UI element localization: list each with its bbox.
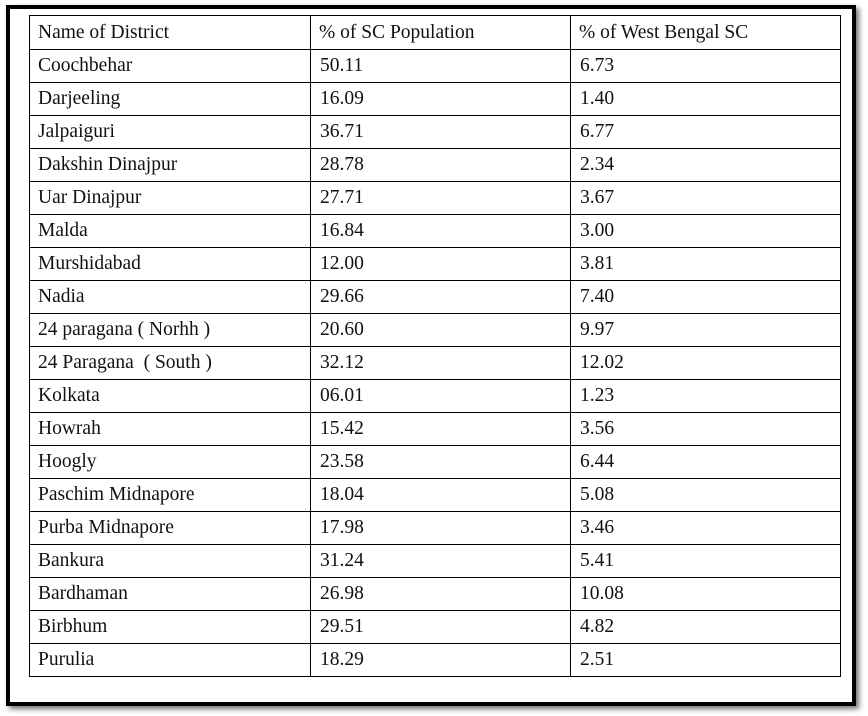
table-row — [30, 380, 841, 413]
sc-population-cell: 32.12 — [311, 347, 571, 380]
sc-population-cell: 16.84 — [311, 215, 571, 248]
table-row — [30, 446, 841, 479]
table-row — [30, 248, 841, 281]
west-bengal-sc-cell: 3.46 — [571, 512, 841, 545]
table-frame — [6, 5, 856, 706]
sc-population-cell: 15.42 — [311, 413, 571, 446]
west-bengal-sc-cell: 9.97 — [571, 314, 841, 347]
district-cell: Murshidabad — [30, 248, 311, 281]
west-bengal-sc-cell: 3.67 — [571, 182, 841, 215]
district-cell: Birbhum — [30, 611, 311, 644]
table-row — [30, 50, 841, 83]
table-row — [30, 413, 841, 446]
sc-population-cell: 26.98 — [311, 578, 571, 611]
sc-population-cell: 29.51 — [311, 611, 571, 644]
west-bengal-sc-cell: 12.02 — [571, 347, 841, 380]
sc-population-cell: 36.71 — [311, 116, 571, 149]
table-row — [30, 281, 841, 314]
west-bengal-sc-cell: 6.77 — [571, 116, 841, 149]
west-bengal-sc-cell: 3.81 — [571, 248, 841, 281]
district-cell: Jalpaiguri — [30, 116, 311, 149]
header-district: Name of District — [30, 16, 311, 50]
table-row — [30, 149, 841, 182]
table-row — [30, 314, 841, 347]
sc-population-cell: 27.71 — [311, 182, 571, 215]
sc-population-cell: 23.58 — [311, 446, 571, 479]
sc-population-cell: 16.09 — [311, 83, 571, 116]
district-cell: Bardhaman — [30, 578, 311, 611]
header-west-bengal-sc: % of West Bengal SC — [571, 16, 841, 50]
west-bengal-sc-cell: 4.82 — [571, 611, 841, 644]
sc-population-cell: 28.78 — [311, 149, 571, 182]
west-bengal-sc-cell: 7.40 — [571, 281, 841, 314]
header-row — [30, 16, 841, 50]
west-bengal-sc-cell: 5.08 — [571, 479, 841, 512]
west-bengal-sc-cell: 3.56 — [571, 413, 841, 446]
district-cell: Paschim Midnapore — [30, 479, 311, 512]
west-bengal-sc-cell: 1.23 — [571, 380, 841, 413]
district-cell: Dakshin Dinajpur — [30, 149, 311, 182]
header-sc-population: % of SC Population — [311, 16, 571, 50]
table-row — [30, 611, 841, 644]
sc-population-table — [29, 15, 841, 677]
west-bengal-sc-cell: 3.00 — [571, 215, 841, 248]
table-row — [30, 545, 841, 578]
district-cell: Malda — [30, 215, 311, 248]
district-cell: Kolkata — [30, 380, 311, 413]
sc-population-cell: 12.00 — [311, 248, 571, 281]
district-cell: Darjeeling — [30, 83, 311, 116]
sc-population-cell: 29.66 — [311, 281, 571, 314]
district-cell: 24 paragana ( Norhh ) — [30, 314, 311, 347]
table-row — [30, 215, 841, 248]
table-row — [30, 182, 841, 215]
west-bengal-sc-cell: 1.40 — [571, 83, 841, 116]
table-row — [30, 116, 841, 149]
sc-population-cell: 17.98 — [311, 512, 571, 545]
sc-population-cell: 06.01 — [311, 380, 571, 413]
table-row — [30, 578, 841, 611]
district-cell: Coochbehar — [30, 50, 311, 83]
sc-population-cell: 20.60 — [311, 314, 571, 347]
district-cell: Nadia — [30, 281, 311, 314]
west-bengal-sc-cell: 5.41 — [571, 545, 841, 578]
west-bengal-sc-cell: 6.44 — [571, 446, 841, 479]
district-cell: Purulia — [30, 644, 311, 677]
sc-population-cell: 50.11 — [311, 50, 571, 83]
table-row — [30, 83, 841, 116]
district-cell: Bankura — [30, 545, 311, 578]
west-bengal-sc-cell: 2.51 — [571, 644, 841, 677]
west-bengal-sc-cell: 10.08 — [571, 578, 841, 611]
table-row — [30, 644, 841, 677]
district-cell: 24 Paragana ( South ) — [30, 347, 311, 380]
table-row — [30, 347, 841, 380]
sc-population-cell: 18.04 — [311, 479, 571, 512]
west-bengal-sc-cell: 6.73 — [571, 50, 841, 83]
west-bengal-sc-cell: 2.34 — [571, 149, 841, 182]
sc-population-cell: 18.29 — [311, 644, 571, 677]
sc-population-cell: 31.24 — [311, 545, 571, 578]
table-body — [30, 50, 841, 677]
table-row — [30, 479, 841, 512]
district-cell: Uar Dinajpur — [30, 182, 311, 215]
district-cell: Howrah — [30, 413, 311, 446]
district-cell: Purba Midnapore — [30, 512, 311, 545]
district-cell: Hoogly — [30, 446, 311, 479]
table-row — [30, 512, 841, 545]
